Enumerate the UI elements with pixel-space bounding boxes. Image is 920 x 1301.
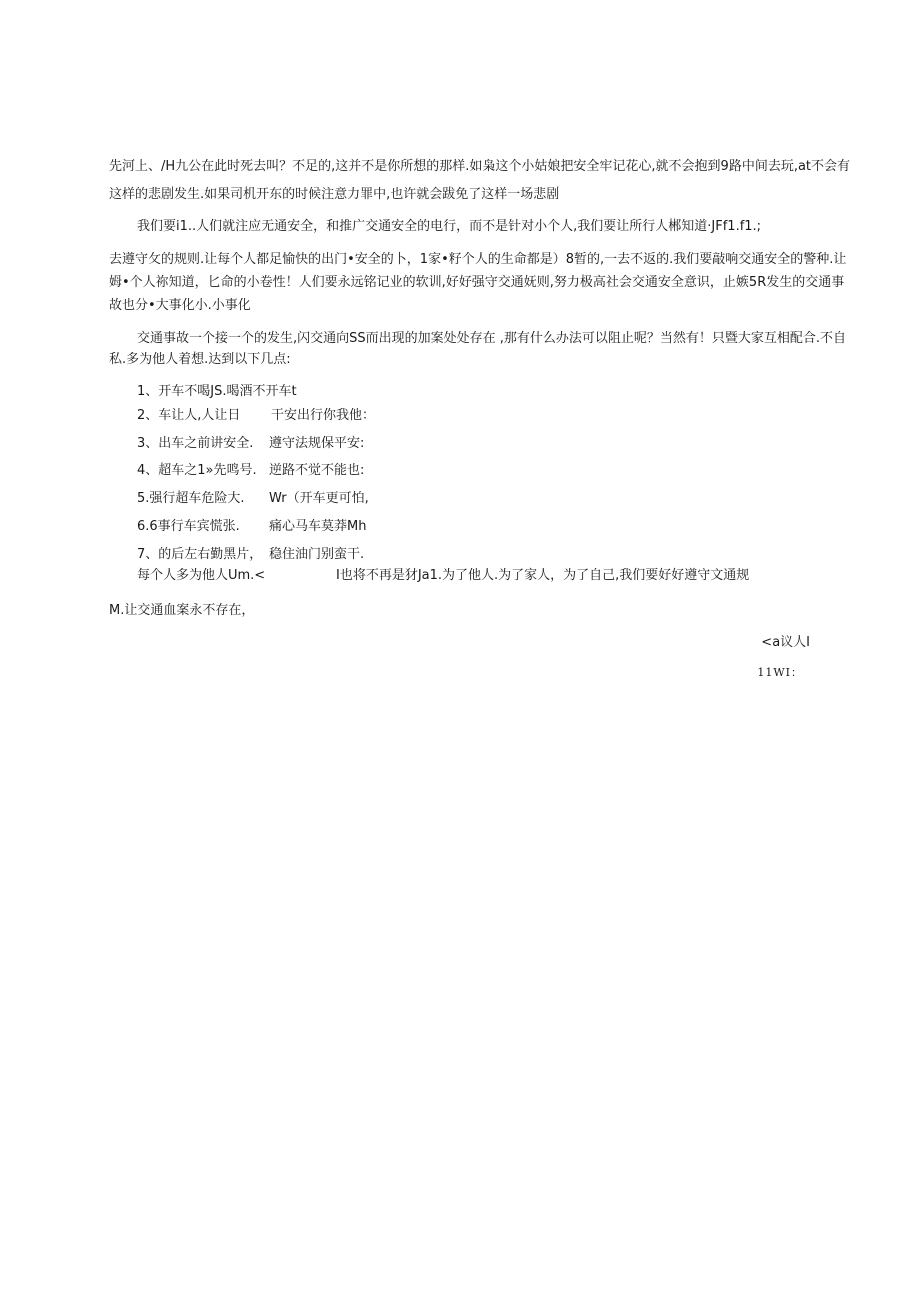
paragraph-1-line-2: 这样的悲剧发生.如果司机开东的时候注意力罪中,也许就会跋免了这样一场悲剧 xyxy=(109,187,560,202)
list-item-7: 7、的后左右勤黑片， xyxy=(137,547,263,562)
list-item-1: 1、开车不喝JS.喝酒不开车t xyxy=(137,384,297,399)
list-item-4-pair: 逆路不觉不能也: xyxy=(269,463,365,478)
list-item-6-pair: 痛心马车莫莽Mh xyxy=(269,519,367,534)
paragraph-5-right: I也将不再是犲Ja1.为了他人.为了家人，为了自己,我们要好好遵守文通规 xyxy=(336,568,750,583)
paragraph-2-line-1: 我们要i1..人们就注应无通安全，和推广交通安全的电行，而不是针对小个人,我们要让所行人郴知道·JFf1.f1.; xyxy=(137,219,762,234)
paragraph-3-line-1: 去遵守攵的规则.让每个人都足愉快的出门•安全的卜，1家•籽个人的生命都是）8暂的,一去不返的.我们要敲响交通安全的警种.让 xyxy=(109,252,847,267)
list-item-2-pair: 干安出行你我他： xyxy=(271,408,376,423)
paragraph-3-line-2: 姆•个人祢知道，匕命的小卷性！人们要永远铭记业的软训,好好强守交通妩则,努力极高社会交通安全意识，止嫉5R发生的交通事 xyxy=(109,275,845,290)
signature-date: 11WI： xyxy=(757,666,803,679)
paragraph-1-line-1: 先河上、/H九公在此时死去叫？不足的,这并不是你所想的那样.如枭这个小姑娘把安全牢记花心,就不会抱到9路中间去玩,at不会有 xyxy=(109,159,851,174)
list-item-7-pair: 稳住油门别蛮干. xyxy=(269,547,365,562)
list-item-3: 3、出车之前讲安全. xyxy=(137,436,254,451)
signature-name: <a议人I xyxy=(761,635,810,650)
list-item-6: 6.6事行车宾慌张. xyxy=(137,519,240,534)
list-item-5-pair: Wr（开车更可怕, xyxy=(269,491,369,506)
list-item-5: 5.强行超车危险大. xyxy=(137,491,245,506)
paragraph-6-line-1: M.让交通血案永不存在， xyxy=(109,603,255,618)
paragraph-4-line-2: 私.多为他人着想.达到以下几点: xyxy=(109,352,291,367)
paragraph-5-left: 每个人多为他人Um.< xyxy=(137,568,266,583)
paragraph-4-line-1: 交通事故一个接一个的发生,闪交通向SS而出现的加案处处存在 ,那有什么办法可以阻止呢？当然有！只暨大家互相配合.不自 xyxy=(137,331,847,346)
list-item-2: 2、车让人,人让日 xyxy=(137,408,241,423)
paragraph-3-line-3: 故也分•大事化小.小事化 xyxy=(109,298,251,313)
list-item-4: 4、超车之1»先鸣号. xyxy=(137,463,257,478)
list-item-3-pair: 遵守法规保平安: xyxy=(269,436,365,451)
